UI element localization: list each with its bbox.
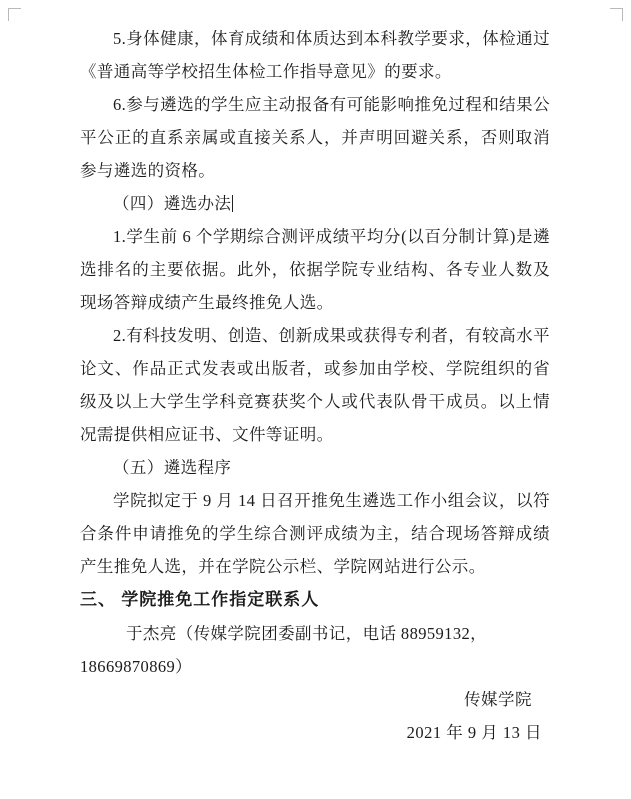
section-4-title-text: （四）遴选办法 (113, 194, 232, 213)
paragraph-section-5-body: 学院拟定于 9 月 14 日召开推免生遴选工作小组会议，以符合条件申请推免的学生综合测评成绩为主，结合现场答辩成绩产生推免人选，并在学院公示栏、学院网站进行公示。 (80, 491, 550, 576)
paragraph-item-5: 5.身体健康，体育成绩和体质达到本科教学要求，体检通过《普通高等学校招生体检工作指导意见》的要求。 (80, 29, 550, 81)
paragraph-section-5-title: （五）遴选程序 (113, 458, 232, 477)
paragraph-section-4-title (80, 187, 550, 220)
signature-date: 2021 年 9 月 13 日 (406, 723, 542, 742)
contact-line-2: 18669870869） (80, 657, 193, 676)
contact-line-1: 于杰亮（传媒学院团委副书记，电话 88959132， (126, 624, 488, 643)
document-body (80, 22, 550, 749)
paragraph-section-4-item-2: 2.有科技发明、创造、创新成果或获得专利者，有较高水平论文、作品正式发表或出版者，或参加由学校、学院组织的省级及以上大学生学科竞赛获奖个人或代表队骨干成员。以上情况需提供相应证书、文件等证明。 (80, 326, 550, 444)
crop-mark-top-right-icon (610, 8, 623, 21)
section-heading-three: 三、 学院推免工作指定联系人 (80, 590, 320, 609)
text-cursor-icon (232, 195, 233, 212)
crop-mark-top-left-icon (8, 8, 21, 21)
signature-organization: 传媒学院 (464, 690, 532, 709)
paragraph-item-6: 6.参与遴选的学生应主动报备有可能影响推免过程和结果公平公正的直系亲属或直接关系人，并声明回避关系，否则取消参与遴选的资格。 (80, 95, 550, 180)
paragraph-section-4-item-1: 1.学生前 6 个学期综合测评成绩平均分(以百分制计算)是遴选排名的主要依据。此外，依据学院专业结构、各专业人数及现场答辩成绩产生最终推免人选。 (80, 227, 550, 312)
